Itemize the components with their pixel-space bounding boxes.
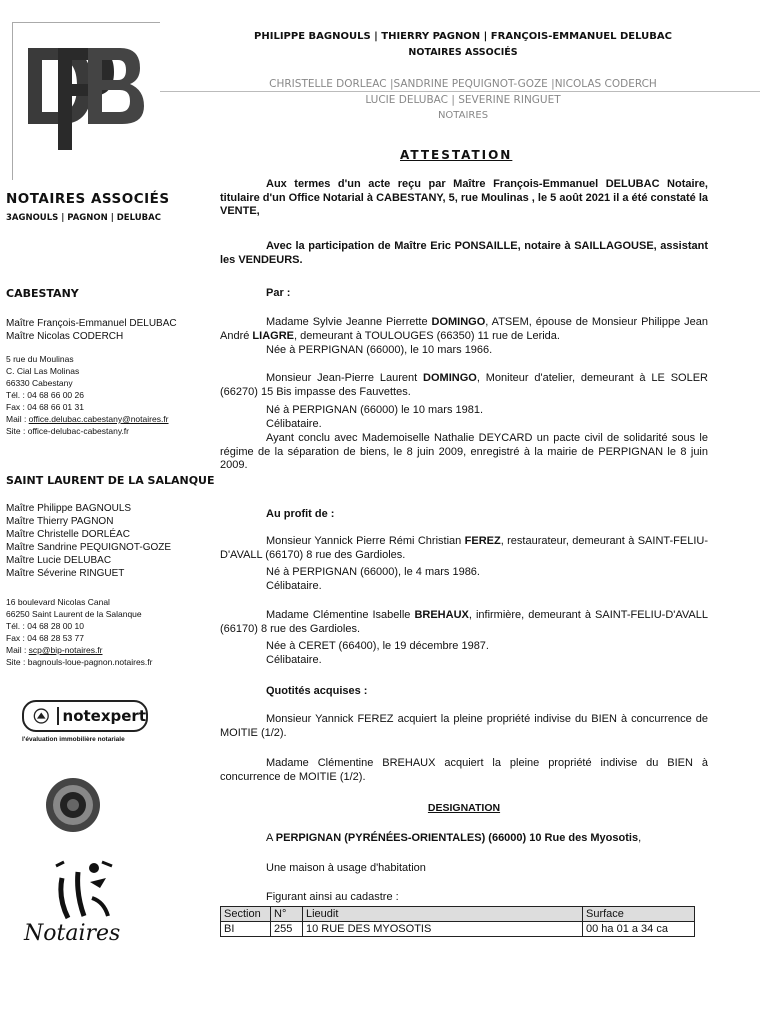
table-row <box>221 922 695 937</box>
cadastre-table <box>220 906 695 937</box>
buyer-1-text: Monsieur Yannick Pierre Rémi Christian <box>266 535 465 547</box>
property-type: Une maison à usage d'habitation <box>266 862 426 874</box>
address-line: 16 boulevard Nicolas Canal <box>6 597 110 607</box>
quotites-heading: Quotités acquises : <box>266 685 368 697</box>
phone: Tél. : 04 68 66 00 26 <box>6 390 84 400</box>
par-heading: Par : <box>266 287 291 299</box>
document-title: ATTESTATION <box>400 148 513 162</box>
fax: Fax : 04 68 28 53 77 <box>6 633 84 643</box>
dpb-logo-icon <box>22 40 147 160</box>
buyer-1 <box>220 535 708 562</box>
header-associates-label: NOTAIRES ASSOCIÉS <box>408 47 518 58</box>
location-prefix: A <box>266 832 276 844</box>
seller-2-pacs: Ayant conclu avec Mademoiselle Nathalie DEYCARD un pacte civil de solidarité sous le régime de la séparation de biens, le 8 juin 2009, enregistré à la mairie de PERPIGNAN le 8 juin 2009. <box>220 432 708 471</box>
notary-name: Maître Philippe BAGNOULS <box>6 503 132 514</box>
notary-name: Maître Thierry PAGNON <box>6 516 114 527</box>
notaires-logo-text: Notaires <box>24 921 121 946</box>
address-line: 5 rue du Moulinas <box>6 354 74 364</box>
buyer-2 <box>220 609 708 636</box>
table-cell: 255 <box>271 922 303 937</box>
notexpert-badge <box>22 700 148 732</box>
seller-2-status: Célibataire. <box>266 418 322 430</box>
seller-1-text: , demeurant à TOULOUGES (66350) 11 rue de Lerida. <box>293 329 560 342</box>
header-associates: PHILIPPE BAGNOULS | THIERRY PAGNON | FRANÇOIS-EMMANUEL DELUBAC <box>254 31 672 42</box>
saint-laurent-notaries <box>6 502 171 580</box>
header-notaries-1: CHRISTELLE DORLEAC |SANDRINE PEQUIGNOT-GOZE |NICOLAS CODERCH <box>269 78 657 90</box>
notary-name: Maître Nicolas CODERCH <box>6 331 124 342</box>
notexpert-subtitle: l'évaluation immobilière notariale <box>22 736 125 743</box>
table-header-cell: Lieudit <box>303 907 583 922</box>
notaires-emblem-icon <box>50 858 120 926</box>
mail-line <box>6 413 169 425</box>
seller-1-birth: Née à PERPIGNAN (66000), le 10 mars 1966. <box>266 344 493 356</box>
seller-1-text: Madame Sylvie Jeanne Pierrette <box>266 316 432 328</box>
header-divider <box>160 91 760 92</box>
notary-name: Maître Christelle DORLÉAC <box>6 529 130 540</box>
profit-heading: Au profit de : <box>266 508 335 520</box>
notary-name: Maître François-Emmanuel DELUBAC <box>6 318 177 329</box>
buyer-1-birth: Né à PERPIGNAN (66000), le 4 mars 1986. <box>266 566 480 578</box>
phone: Tél. : 04 68 28 00 10 <box>6 621 84 631</box>
notexpert-label: notexpert <box>57 707 146 725</box>
notary-name: Maître Lucie DELUBAC <box>6 555 112 566</box>
property-location <box>220 832 708 846</box>
intro-paragraph: Aux termes d'un acte reçu par Maître François-Emmanuel DELUBAC Notaire, titulaire d'un Office Notarial à CABESTANY, 5, rue Moulinas , le 5 août 2021 il a été constaté la VENTE, <box>220 178 708 217</box>
table-header-cell: Surface <box>583 907 695 922</box>
buyer-2-surname: BREHAUX <box>414 609 469 621</box>
seller-1 <box>220 316 708 343</box>
table-header-cell: Section <box>221 907 271 922</box>
seller-2-birth: Né à PERPIGNAN (66000) le 10 mars 1981. <box>266 404 484 416</box>
buyer-1-surname: FEREZ <box>464 535 501 547</box>
seller-1-surname: DOMINGO <box>431 316 486 328</box>
table-header-cell: N° <box>271 907 303 922</box>
sidebar-subtitle: 3AGNOULS | PAGNON | DELUBAC <box>6 213 161 223</box>
website: Site : bagnouls-loue-pagnon.notaires.fr <box>6 657 153 667</box>
buyer-2-status: Célibataire. <box>266 654 322 666</box>
cabestany-title: CABESTANY <box>6 287 79 300</box>
saint-laurent-title: SAINT LAURENT DE LA SALANQUE <box>6 474 215 487</box>
mail-label: Mail : <box>6 414 29 424</box>
address-line: C. Cial Las Molinas <box>6 366 80 376</box>
cabestany-notaries <box>6 317 177 343</box>
seller-2-text: , Moniteur d'atelier, demeurant à LE SOLER (66270) 15 Bis impasse des Fauvettes. <box>220 372 708 398</box>
table-cell: 00 ha 01 a 34 ca <box>583 922 695 937</box>
buyer-1-status: Célibataire. <box>266 580 322 592</box>
designation-heading: DESIGNATION <box>427 802 501 814</box>
mail-label: Mail : <box>6 645 29 655</box>
quotite-2: Madame Clémentine BREHAUX acquiert la pleine propriété indivise du BIEN à concurrence de MOITIE (1/2). <box>220 757 708 783</box>
notary-name: Maître Séverine RINGUET <box>6 568 125 579</box>
cadastre-intro: Figurant ainsi au cadastre : <box>266 891 399 903</box>
mail-line <box>6 644 152 656</box>
seller-2 <box>220 372 708 399</box>
notexpert-icon <box>30 705 53 727</box>
table-cell: BI <box>221 922 271 937</box>
saint-laurent-contact <box>6 596 152 668</box>
header-notaries-label: NOTAIRES <box>437 110 489 121</box>
buyer-2-text: , infirmière, demeurant à SAINT-FELIU-D'AVALL (66170) 8 rue des Gardioles. <box>220 609 708 635</box>
website: Site : office-delubac-cabestany.fr <box>6 426 130 436</box>
fax: Fax : 04 68 66 01 31 <box>6 402 84 412</box>
location-address: PERPIGNAN (PYRÉNÉES-ORIENTALES) (66000) 10 Rue des Myosotis <box>275 832 639 844</box>
table-cell: 10 RUE DES MYOSOTIS <box>303 922 583 937</box>
table-header-row <box>221 907 695 922</box>
buyer-1-text: , restaurateur, demeurant à SAINT-FELIU-D'AVALL (66170) 8 rue des Gardioles. <box>220 535 708 561</box>
seller-1-text: , ATSEM, épouse de Monsieur Philippe Jean André <box>220 316 708 342</box>
buyer-2-birth: Née à CERET (66400), le 19 décembre 1987. <box>266 640 489 652</box>
cabestany-contact <box>6 353 169 437</box>
header-notaries-2: LUCIE DELUBAC | SEVERINE RINGUET <box>365 94 561 106</box>
address-line: 66330 Cabestany <box>6 378 73 388</box>
seller-1-spouse-surname: LIAGRE <box>252 329 294 342</box>
lens-badge-icon <box>44 776 102 834</box>
location-suffix: , <box>638 832 642 844</box>
notary-name: Maître Sandrine PEQUIGNOT-GOZE <box>6 542 172 553</box>
participation-paragraph: Avec la participation de Maître Eric PONSAILLE, notaire à SAILLAGOUSE, assistant les VENDEURS. <box>220 240 708 266</box>
buyer-2-text: Madame Clémentine Isabelle <box>266 609 415 621</box>
seller-2-surname: DOMINGO <box>423 372 477 384</box>
sidebar-title: NOTAIRES ASSOCIÉS <box>6 191 170 207</box>
seller-2-text: Monsieur Jean-Pierre Laurent <box>266 372 424 384</box>
mail-link[interactable]: scp@bip-notaires.fr <box>28 645 103 655</box>
address-line: 66250 Saint Laurent de la Salanque <box>6 609 142 619</box>
quotite-1: Monsieur Yannick FEREZ acquiert la pleine propriété indivise du BIEN à concurrence de MOITIE (1/2). <box>220 713 708 739</box>
mail-link[interactable]: office.delubac.cabestany@notaires.fr <box>28 414 169 424</box>
